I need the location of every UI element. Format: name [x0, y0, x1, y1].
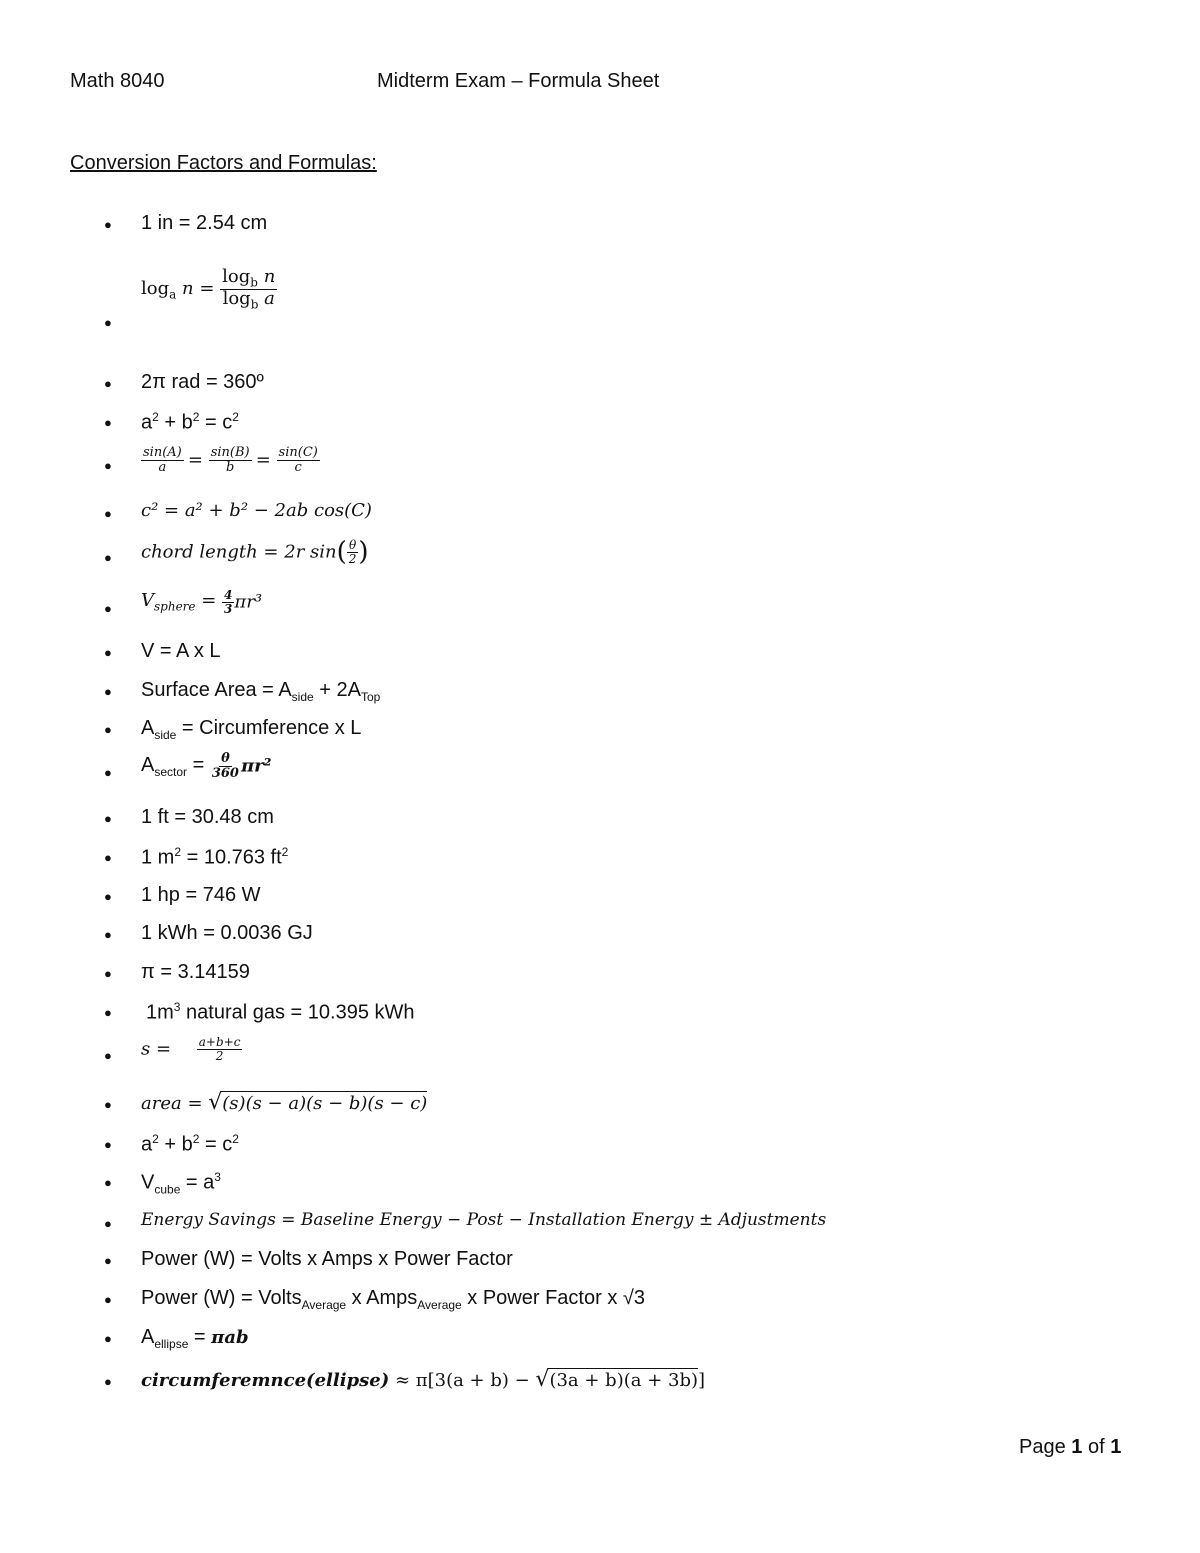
formula-ellipse-area: $A_{ellipse} = \pi ab$	[141, 1326, 249, 1351]
page-number: Page 1 of 1	[1019, 1436, 1122, 1458]
formula-inch-cm: 1 in = 2.54 cm	[141, 212, 268, 234]
formula-side-area: $A_{side}$ = Circumference x L	[141, 717, 362, 742]
formula-sector-area: $A_{sector}$ = $\frac{\theta}{360}$ πr²	[141, 751, 272, 781]
formula-volume: V = A x L	[141, 640, 221, 662]
formula-chord-length: chord length = 2r sin( $\frac{\theta}{2}$ )	[141, 537, 369, 567]
formula-horsepower: 1 hp = 746 W	[141, 884, 261, 906]
formula-surface-area: Surface Area = $A_{side} + 2A_{Top}$	[141, 679, 381, 704]
formula-law-of-cosines: c² = a² + b² − 2ab cos(C)	[141, 500, 372, 521]
document-title: Midterm Exam – Formula Sheet	[377, 70, 660, 92]
formula-power: Power (W) = Volts x Amps x Power Factor	[141, 1248, 513, 1270]
formula-cube-volume: $V_{cube} = a^3$	[141, 1170, 221, 1197]
formula-power-three-phase: Power (W) = Volts$_{Average}$ x Amps$_{Average}$ x Power Factor x √3	[141, 1287, 645, 1312]
formula-heron-area: area = √(s)(s − a)(s − b)(s − c)	[141, 1090, 428, 1115]
formula-log-change-base: $\log_a n$ = $\frac{\log_b n}{\log_b a}$	[141, 266, 276, 312]
section-title: Conversion Factors and Formulas:	[70, 152, 377, 174]
formula-sphere-volume: $V_{sphere}$ = $\frac{4}{3}$ πr³	[141, 588, 263, 616]
formula-natural-gas: $1m^3$ natural gas = 10.395 kWh	[146, 1000, 415, 1024]
formula-pi: π = 3.14159	[141, 961, 250, 983]
formula-law-of-sines: $\frac{\sin(A)}{a}$ = $\frac{\sin(B)}{b}$ = $\frac{\sin(C)}{c}$	[143, 445, 318, 475]
formula-pythagoras-repeat: $a^2 + b^2 = c^2$	[141, 1132, 239, 1156]
formula-pythagoras: $a^2 + b^2 = c^2$	[141, 410, 239, 434]
formula-energy-savings: Energy Savings = Baseline Energy − Post − Installation Energy ± Adjustments	[141, 1210, 827, 1230]
formula-square-meter: 1 $m^2 = 10.763$ $ft^2$	[141, 845, 289, 869]
formula-radians: 2π rad = 360º	[141, 371, 264, 393]
formula-ellipse-circumference: circumferemnce(ellipse) ≈ π[3(a + b) − √(3a + b)(a + 3b)]	[141, 1367, 706, 1392]
formula-foot-cm: 1 ft = 30.48 cm	[141, 806, 274, 828]
formula-semi-perimeter: s = $\frac{a+b+c}{2}$	[141, 1035, 241, 1063]
course-name: Math 8040	[70, 70, 165, 92]
formula-kwh: 1 kWh = 0.0036 GJ	[141, 922, 313, 944]
